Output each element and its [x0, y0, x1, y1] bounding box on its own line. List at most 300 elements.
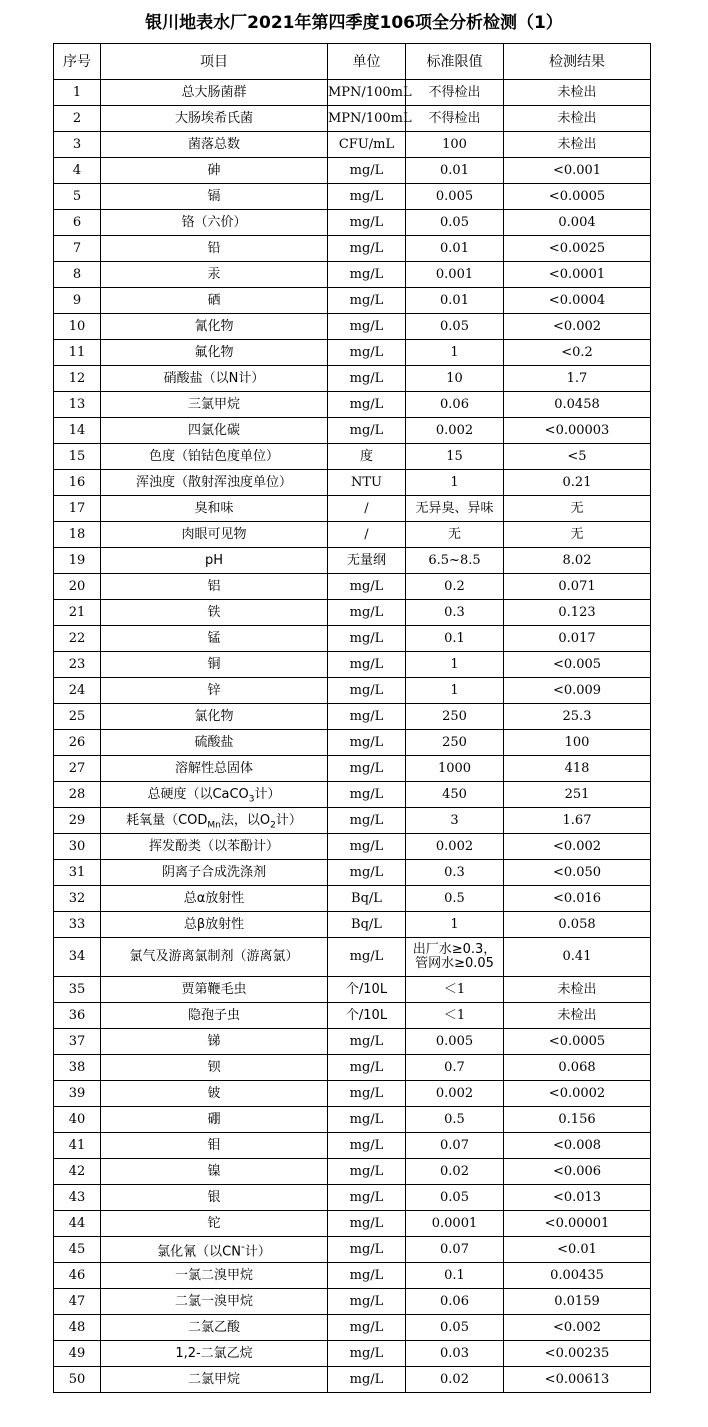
cell-result: <0.005	[504, 652, 651, 678]
cell-unit: mg/L	[328, 1211, 406, 1237]
item-text: 贾第鞭毛虫	[181, 981, 247, 997]
limit-line: 0.002	[435, 422, 474, 438]
item-text: 二氯乙酸	[187, 1319, 240, 1335]
item-text: 氟化物	[194, 344, 234, 360]
table-row	[54, 444, 651, 470]
cell-item	[101, 1133, 328, 1159]
cell-limit	[406, 132, 504, 158]
cell-item	[101, 392, 328, 418]
cell-result: <5	[504, 444, 651, 470]
cell-no: 38	[54, 1055, 101, 1081]
cell-no: 33	[54, 912, 101, 938]
table-row	[54, 938, 651, 977]
limit-line: ＜1	[443, 1007, 466, 1023]
item-text: 总大肠菌群	[181, 84, 247, 100]
cell-item	[101, 678, 328, 704]
cell-result: 1.7	[504, 366, 651, 392]
cell-no: 8	[54, 262, 101, 288]
item-text: 锰	[207, 630, 221, 646]
cell-result: <0.01	[504, 1237, 651, 1263]
cell-item	[101, 1263, 328, 1289]
table-row	[54, 548, 651, 574]
cell-no: 35	[54, 977, 101, 1003]
cell-unit: mg/L	[328, 1133, 406, 1159]
item-text: 臭和味	[194, 500, 234, 516]
item-text: 隐孢子虫	[187, 1007, 240, 1023]
page-title: 银川地表水厂2021年第四季度106项全分析检测（1）	[145, 13, 563, 33]
item-text: 硒	[207, 292, 221, 308]
limit-line: 无	[447, 526, 461, 542]
cell-result: <0.2	[504, 340, 651, 366]
limit-line: 1000	[437, 760, 472, 776]
cell-unit: MPN/100mL	[328, 106, 406, 132]
cell-limit	[406, 444, 504, 470]
cell-unit: mg/L	[328, 1263, 406, 1289]
limit-line: 1	[450, 682, 459, 698]
limit-line: 0.02	[440, 1163, 469, 1179]
cell-item	[101, 340, 328, 366]
cell-limit	[406, 860, 504, 886]
limit-line: 1	[450, 474, 459, 490]
cell-unit: mg/L	[328, 158, 406, 184]
cell-limit	[406, 80, 504, 106]
cell-result: <0.0025	[504, 236, 651, 262]
col-header-no: 序号	[54, 44, 101, 80]
limit-line: 0.02	[440, 1371, 469, 1387]
limit-line: 0.06	[440, 1293, 469, 1309]
cell-unit: /	[328, 522, 406, 548]
cell-result: <0.0005	[504, 1029, 651, 1055]
cell-limit	[406, 886, 504, 912]
col-header-result: 检测结果	[504, 44, 651, 80]
cell-no: 41	[54, 1133, 101, 1159]
cell-no: 4	[54, 158, 101, 184]
limit-line: 10	[446, 370, 463, 386]
table-row	[54, 652, 651, 678]
cell-unit: mg/L	[328, 1081, 406, 1107]
cell-no: 32	[54, 886, 101, 912]
limit-line: 0.7	[444, 1059, 465, 1075]
item-text: 铜	[207, 656, 221, 672]
table-row	[54, 1055, 651, 1081]
limit-line: 0.05	[440, 1189, 469, 1205]
cell-item	[101, 1289, 328, 1315]
cell-no: 43	[54, 1185, 101, 1211]
cell-result: <0.0001	[504, 262, 651, 288]
table-row	[54, 262, 651, 288]
table-row	[54, 1315, 651, 1341]
cell-limit	[406, 626, 504, 652]
limit-line: ＜1	[443, 981, 466, 997]
cell-no: 19	[54, 548, 101, 574]
cell-item	[101, 158, 328, 184]
cell-no: 49	[54, 1341, 101, 1367]
cell-result: <0.001	[504, 158, 651, 184]
cell-no: 29	[54, 808, 101, 834]
cell-no: 2	[54, 106, 101, 132]
item-text: 一氯二溴甲烷	[174, 1267, 253, 1283]
cell-item	[101, 1003, 328, 1029]
header-row	[54, 44, 651, 80]
limit-line: 0.1	[444, 630, 465, 646]
cell-unit: mg/L	[328, 834, 406, 860]
table-row	[54, 626, 651, 652]
item-text: 总α放射性	[183, 890, 245, 906]
cell-unit: mg/L	[328, 288, 406, 314]
cell-no: 7	[54, 236, 101, 262]
cell-limit	[406, 574, 504, 600]
cell-result: 未检出	[504, 977, 651, 1003]
table-row	[54, 1341, 651, 1367]
cell-item	[101, 1341, 328, 1367]
cell-result: <0.00001	[504, 1211, 651, 1237]
cell-limit	[406, 1003, 504, 1029]
cell-no: 44	[54, 1211, 101, 1237]
item-subscript: 3	[248, 794, 255, 805]
cell-limit	[406, 392, 504, 418]
cell-result: <0.002	[504, 1315, 651, 1341]
cell-limit	[406, 210, 504, 236]
limit-line: 0.5	[444, 890, 465, 906]
table-row	[54, 80, 651, 106]
table-row	[54, 912, 651, 938]
cell-no: 47	[54, 1289, 101, 1315]
cell-item	[101, 1081, 328, 1107]
cell-result: <0.0002	[504, 1081, 651, 1107]
cell-result: <0.00613	[504, 1367, 651, 1393]
cell-limit	[406, 236, 504, 262]
cell-limit	[406, 340, 504, 366]
cell-result: 0.004	[504, 210, 651, 236]
table-row	[54, 106, 651, 132]
cell-item	[101, 704, 328, 730]
cell-item	[101, 418, 328, 444]
cell-limit	[406, 938, 504, 977]
cell-result: 0.123	[504, 600, 651, 626]
limit-line: 0.005	[435, 1033, 474, 1049]
cell-no: 31	[54, 860, 101, 886]
cell-unit: MPN/100mL	[328, 80, 406, 106]
item-text: 阴离子合成洗涤剂	[161, 864, 266, 880]
cell-unit: mg/L	[328, 652, 406, 678]
item-text: 硼	[207, 1111, 221, 1127]
cell-item	[101, 1211, 328, 1237]
cell-no: 25	[54, 704, 101, 730]
limit-line: 0.05	[440, 1319, 469, 1335]
cell-limit	[406, 704, 504, 730]
cell-limit	[406, 1367, 504, 1393]
cell-unit: 无量纲	[328, 548, 406, 574]
table-row	[54, 418, 651, 444]
cell-unit: mg/L	[328, 808, 406, 834]
cell-item	[101, 834, 328, 860]
cell-result: 25.3	[504, 704, 651, 730]
limit-line: 0.0001	[431, 1215, 478, 1231]
table-row	[54, 574, 651, 600]
cell-result: 0.017	[504, 626, 651, 652]
table-row	[54, 470, 651, 496]
item-text: 挥发酚类（以苯酚计）	[148, 838, 279, 854]
limit-line: 0.01	[440, 162, 469, 178]
cell-no: 45	[54, 1237, 101, 1263]
table-row	[54, 808, 651, 834]
item-text: 氯化物	[194, 708, 234, 724]
cell-unit: 度	[328, 444, 406, 470]
limit-line: 0.5	[444, 1111, 465, 1127]
limit-line: 0.06	[440, 396, 469, 412]
table-row	[54, 340, 651, 366]
cell-result: <0.008	[504, 1133, 651, 1159]
cell-limit	[406, 1315, 504, 1341]
cell-item	[101, 106, 328, 132]
cell-no: 34	[54, 938, 101, 977]
item-text-tail: 计）	[244, 1244, 271, 1260]
cell-item	[101, 548, 328, 574]
item-text: 氯化氰（以CN	[157, 1244, 241, 1260]
item-text: 铝	[207, 578, 221, 594]
cell-limit	[406, 1237, 504, 1263]
table-row	[54, 886, 651, 912]
cell-result: 418	[504, 756, 651, 782]
limit-line: 不得检出	[428, 84, 481, 100]
cell-item	[101, 886, 328, 912]
cell-no: 11	[54, 340, 101, 366]
limit-line: 不得检出	[428, 110, 481, 126]
cell-result: 0.071	[504, 574, 651, 600]
table-row	[54, 704, 651, 730]
cell-no: 26	[54, 730, 101, 756]
cell-unit: mg/L	[328, 1107, 406, 1133]
limit-line: 0.07	[440, 1137, 469, 1153]
cell-no: 24	[54, 678, 101, 704]
cell-unit: mg/L	[328, 1341, 406, 1367]
table-row	[54, 132, 651, 158]
cell-unit: mg/L	[328, 782, 406, 808]
cell-unit: mg/L	[328, 340, 406, 366]
item-text: 镍	[207, 1163, 221, 1179]
cell-item	[101, 730, 328, 756]
table-row	[54, 1081, 651, 1107]
cell-unit: 个/10L	[328, 1003, 406, 1029]
item-text: 二氯甲烷	[187, 1371, 240, 1387]
cell-limit	[406, 782, 504, 808]
cell-unit: mg/L	[328, 1029, 406, 1055]
cell-item	[101, 470, 328, 496]
cell-item	[101, 1159, 328, 1185]
cell-result: 1.67	[504, 808, 651, 834]
item-text: 砷	[207, 162, 221, 178]
cell-unit: mg/L	[328, 1289, 406, 1315]
cell-no: 46	[54, 1263, 101, 1289]
cell-limit	[406, 1185, 504, 1211]
cell-limit	[406, 366, 504, 392]
item-text: 镉	[207, 188, 221, 204]
table-row	[54, 756, 651, 782]
cell-unit: mg/L	[328, 574, 406, 600]
table-row	[54, 977, 651, 1003]
cell-result: 0.058	[504, 912, 651, 938]
limit-line: 0.005	[435, 188, 474, 204]
item-text: 溶解性总固体	[174, 760, 253, 776]
cell-result: 0.41	[504, 938, 651, 977]
limit-line: 3	[450, 812, 459, 828]
cell-result: 无	[504, 496, 651, 522]
cell-unit: mg/L	[328, 1367, 406, 1393]
cell-limit	[406, 548, 504, 574]
cell-item	[101, 1107, 328, 1133]
limit-line: 1	[450, 344, 459, 360]
cell-no: 13	[54, 392, 101, 418]
item-text: 浑浊度（散射浑浊度单位）	[135, 474, 292, 490]
item-text: 大肠埃希氏菌	[174, 110, 253, 126]
table-row	[54, 1289, 651, 1315]
item-text: 总硬度（以CaCO	[147, 786, 249, 802]
cell-limit	[406, 158, 504, 184]
cell-result: 251	[504, 782, 651, 808]
cell-result: 未检出	[504, 132, 651, 158]
cell-item	[101, 600, 328, 626]
cell-limit	[406, 652, 504, 678]
item-text: 钼	[207, 1137, 221, 1153]
limit-line: 0.3	[444, 864, 465, 880]
cell-item	[101, 80, 328, 106]
cell-result: <0.006	[504, 1159, 651, 1185]
cell-no: 17	[54, 496, 101, 522]
limit-line: 无异臭、异味	[415, 500, 494, 516]
cell-result: <0.002	[504, 834, 651, 860]
limit-line: 1	[450, 916, 459, 932]
cell-unit: mg/L	[328, 1185, 406, 1211]
cell-result: <0.00235	[504, 1341, 651, 1367]
cell-no: 22	[54, 626, 101, 652]
cell-limit	[406, 1081, 504, 1107]
limit-line: 1	[450, 656, 459, 672]
cell-unit: mg/L	[328, 730, 406, 756]
cell-unit: mg/L	[328, 1159, 406, 1185]
cell-limit	[406, 1055, 504, 1081]
cell-unit: mg/L	[328, 314, 406, 340]
item-text: 钡	[207, 1059, 221, 1075]
cell-unit: /	[328, 496, 406, 522]
cell-result: 0.068	[504, 1055, 651, 1081]
limit-line: 管网水≥0.05	[415, 956, 494, 971]
cell-result: <0.0005	[504, 184, 651, 210]
cell-limit	[406, 496, 504, 522]
table-row	[54, 1003, 651, 1029]
table-row	[54, 1185, 651, 1211]
table-row	[54, 782, 651, 808]
item-text: 锑	[207, 1033, 221, 1049]
cell-no: 16	[54, 470, 101, 496]
cell-no: 6	[54, 210, 101, 236]
cell-no: 12	[54, 366, 101, 392]
item-text: 色度（铂钴色度单位）	[148, 448, 279, 464]
col-header-item: 项目	[101, 44, 328, 80]
cell-no: 15	[54, 444, 101, 470]
table-row	[54, 210, 651, 236]
cell-limit	[406, 1159, 504, 1185]
item-subscript: Mn	[207, 820, 221, 831]
cell-unit: mg/L	[328, 184, 406, 210]
cell-item	[101, 444, 328, 470]
cell-unit: mg/L	[328, 860, 406, 886]
cell-limit	[406, 808, 504, 834]
cell-result: 8.02	[504, 548, 651, 574]
table-row	[54, 1133, 651, 1159]
limit-line: 0.03	[440, 1345, 469, 1361]
cell-unit: mg/L	[328, 600, 406, 626]
cell-unit: mg/L	[328, 1237, 406, 1263]
cell-limit	[406, 678, 504, 704]
cell-limit	[406, 522, 504, 548]
cell-result: <0.016	[504, 886, 651, 912]
cell-item	[101, 496, 328, 522]
table-row	[54, 184, 651, 210]
cell-item	[101, 938, 328, 977]
item-text: 锌	[207, 682, 221, 698]
table-row	[54, 392, 651, 418]
limit-line: 0.01	[440, 240, 469, 256]
cell-item	[101, 314, 328, 340]
limit-line: 0.05	[440, 214, 469, 230]
cell-result: <0.050	[504, 860, 651, 886]
cell-limit	[406, 600, 504, 626]
cell-limit	[406, 288, 504, 314]
cell-result: <0.013	[504, 1185, 651, 1211]
table-row	[54, 314, 651, 340]
limit-line: 250	[442, 734, 467, 750]
cell-result: 未检出	[504, 80, 651, 106]
table-row	[54, 860, 651, 886]
cell-result: 0.0159	[504, 1289, 651, 1315]
cell-no: 42	[54, 1159, 101, 1185]
cell-limit	[406, 912, 504, 938]
cell-unit: CFU/mL	[328, 132, 406, 158]
cell-item	[101, 756, 328, 782]
item-text: pH	[204, 552, 224, 568]
cell-unit: mg/L	[328, 210, 406, 236]
col-header-unit: 单位	[328, 44, 406, 80]
cell-item	[101, 184, 328, 210]
cell-limit	[406, 1289, 504, 1315]
cell-limit	[406, 418, 504, 444]
item-text: 铁	[207, 604, 221, 620]
cell-no: 28	[54, 782, 101, 808]
item-text-tail: 计）	[254, 786, 281, 802]
cell-limit	[406, 106, 504, 132]
item-text: 肉眼可见物	[181, 526, 247, 542]
cell-item	[101, 262, 328, 288]
item-text: 铅	[207, 240, 221, 256]
cell-limit	[406, 756, 504, 782]
cell-unit: mg/L	[328, 366, 406, 392]
cell-item	[101, 860, 328, 886]
cell-result: <0.0004	[504, 288, 651, 314]
item-text-tail: 法，以O	[220, 812, 271, 828]
cell-item	[101, 574, 328, 600]
limit-line: 0.1	[444, 1267, 465, 1283]
cell-unit: mg/L	[328, 392, 406, 418]
cell-no: 48	[54, 1315, 101, 1341]
cell-item	[101, 1237, 328, 1263]
cell-item	[101, 366, 328, 392]
table-row	[54, 522, 651, 548]
cell-no: 21	[54, 600, 101, 626]
limit-line: 0.01	[440, 292, 469, 308]
item-text: 氰化物	[194, 318, 234, 334]
cell-item	[101, 1029, 328, 1055]
cell-item	[101, 912, 328, 938]
